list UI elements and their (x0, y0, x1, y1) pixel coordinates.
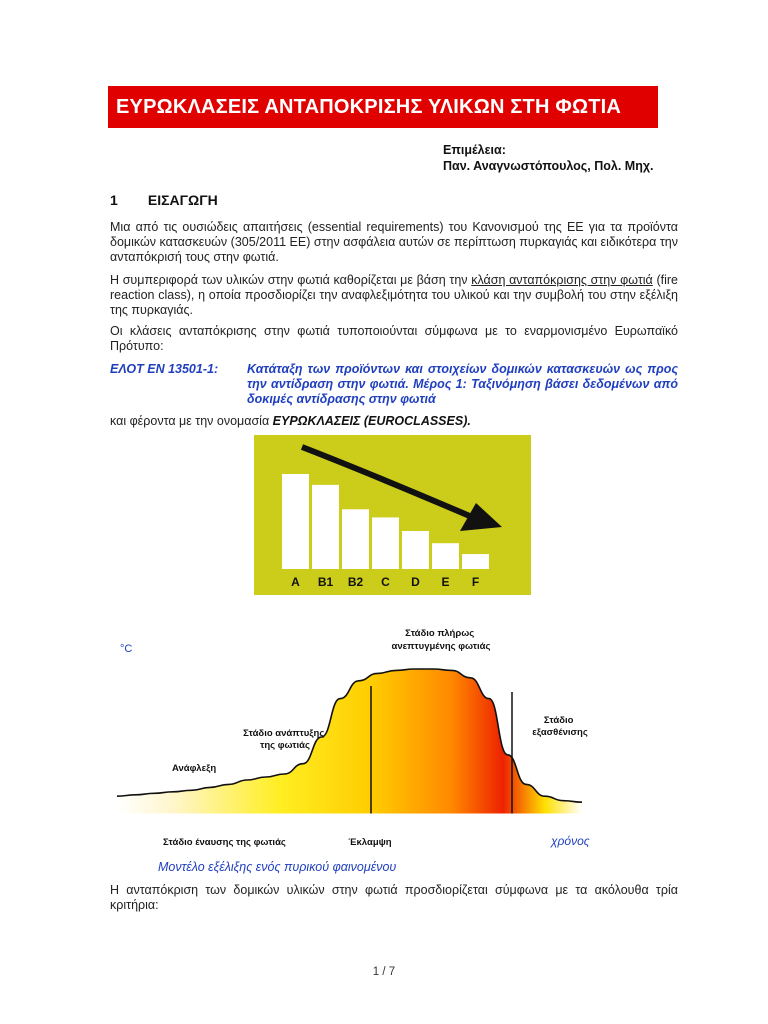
annotation-ignition: Ανάφλεξη (172, 763, 217, 774)
paragraph-2-text-b: (fire reaction class), η οποία προσδιορίζει την αναφλεξιμότητα του υλικού και την συμβολή του στην εξέλιξη της πυρκαγιάς. (110, 273, 678, 317)
annotation-flashover: Έκλαμψη (348, 837, 392, 848)
tick-label-c: C (381, 575, 390, 589)
paragraph-2-text-a: Η συμπεριφορά των υλικών στην φωτιά καθορίζεται με βάση την (110, 273, 472, 287)
editor-block (443, 142, 654, 174)
fire-development-chart (112, 604, 608, 854)
annotation-decay-line-1: Στάδιο (543, 715, 574, 726)
section-title: ΕΙΣΑΓΩΓΗ (147, 192, 218, 208)
euroclasses-term: ΕΥΡΩΚΛΑΣΕΙΣ (EUROCLASSES). (272, 414, 471, 428)
annotation-incipient-stage: Στάδιο έναυσης της φωτιάς (163, 837, 286, 848)
document-title: ΕΥΡΩΚΛΑΣΕΙΣ ΑΝΤΑΠΟΚΡΙΣΗΣ ΥΛΙΚΩΝ ΣΤΗ ΦΩΤΙΑ (108, 86, 658, 128)
x-axis-label: χρόνος (551, 834, 590, 848)
paragraph-1: Μια από τις ουσιώδεις απαιτήσεις (essential requirements) του Κανονισμού της ΕΕ για τα προϊόντα δομικών κατασκευών (305/2011 ΕΕ) στην ασφάλεια αυτών σε περίπτωση πυρκαγιάς και ειδικότερα την ανταπόκρισή τους στην φωτιά. (110, 220, 678, 264)
editor-name: Παν. Αναγνωστόπουλος, Πολ. Μηχ. (443, 159, 654, 173)
fire-reaction-class-term: κλάση ανταπόκρισης στην φωτιά (471, 273, 653, 287)
paragraph-5: Η ανταπόκριση των δομικών υλικών στην φωτιά προσδιορίζεται σύμφωνα με τα ακόλουθα τρία κριτήρια: (110, 883, 678, 912)
annotation-full-line-2: ανεπτυγμένης φωτιάς (391, 641, 491, 652)
bar-a (282, 474, 309, 569)
bar-b1 (312, 485, 339, 569)
standard-code: ΕΛΟΤ ΕΝ 13501-1: (110, 362, 219, 376)
section-number: 1 (110, 192, 118, 208)
bar-d (402, 531, 429, 569)
annotation-decay-line-2: εξασθένισης (532, 727, 588, 738)
bar-e (432, 543, 459, 569)
figure-caption: Μοντέλο εξέλιξης ενός πυρικού φαινομένου (158, 860, 397, 874)
tick-label-b2: B2 (347, 575, 364, 589)
tick-label-f: F (471, 575, 480, 589)
bar-f (462, 554, 489, 569)
tick-label-b1: B1 (317, 575, 334, 589)
annotation-growth-line-1: Στάδιο ανάπτυξης (243, 728, 325, 739)
paragraph-4-text: και φέροντα με την ονομασία (110, 414, 273, 428)
paragraph-4 (110, 414, 471, 428)
annotation-full-line-1: Στάδιο πλήρως (405, 628, 475, 639)
paragraph-3: Οι κλάσεις ανταπόκρισης στην φωτιά τυποποιούνται σύμφωνα με το εναρμονισμένο Ευρωπαϊκό Πρότυπο: (110, 324, 678, 353)
bar-b2 (342, 509, 369, 569)
page-number: 1 / 7 (372, 966, 396, 978)
tick-label-a: A (291, 575, 300, 589)
tick-label-d: D (411, 575, 420, 589)
section-heading (110, 192, 218, 208)
editor-label: Επιμέλεια: (443, 143, 506, 157)
paragraph-2 (110, 273, 678, 318)
annotation-growth-line-2: της φωτιάς (260, 740, 310, 751)
euroclass-chart (254, 435, 531, 595)
bar-c (372, 517, 399, 569)
tick-label-e: E (441, 575, 450, 589)
standard-description: Κατάταξη των προϊόντων και στοιχείων δομικών κατασκευών ως προς την αντίδραση στην φωτιά. Μέρος 1: Ταξινόμηση βάσει δεδομένων από δοκιμές αντίδρασης στην φωτιά (247, 362, 678, 406)
y-axis-label: °C (120, 643, 133, 655)
